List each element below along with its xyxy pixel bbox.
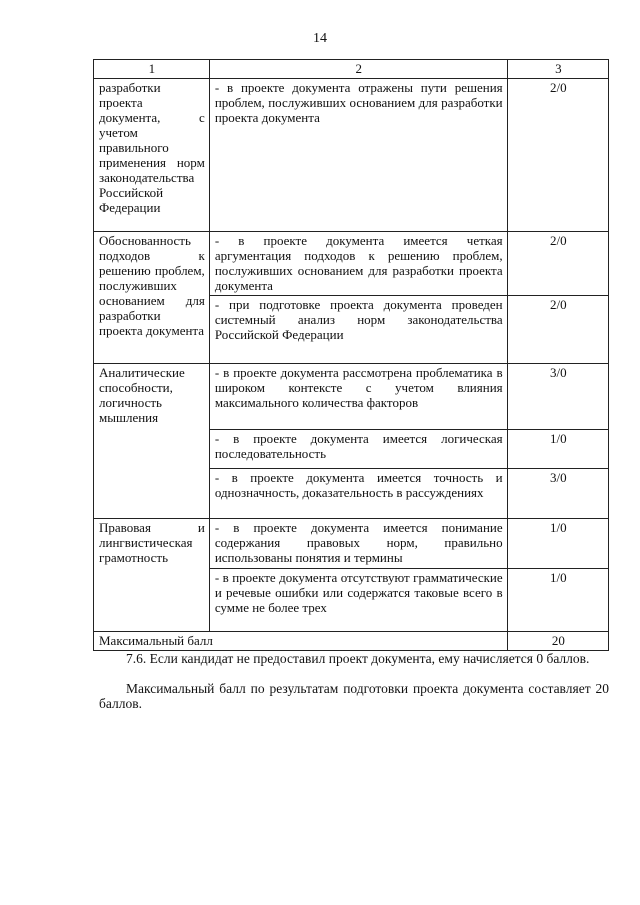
criterion-cell: Аналитические способности, логичность мышления [94,364,210,519]
criterion-cell: разработки проекта документа, с учетом правильного применения норм законодательства Российской Федерации [94,79,210,232]
total-row [94,632,609,651]
indicator-cell: - в проекте документа отражены пути решения проблем, послуживших основанием для разработки проекта документа [209,79,507,232]
score-cell: 1/0 [507,430,608,469]
table-row [94,519,609,569]
score-cell: 3/0 [507,364,608,430]
indicator-cell: - в проекте документа имеется четкая аргументация подходов к решению проблем, послуживших основанием для разработки проекта документа [209,232,507,296]
table-row [94,232,609,296]
table-row [94,79,609,232]
column-header: 2 [209,60,507,79]
note-paragraph: 7.6. Если кандидат не предоставил проект документа, ему начисляется 0 баллов. [126,650,590,666]
criterion-cell: Обоснованность подходов к решению проблем, послуживших основанием для разработки проекта документа [94,232,210,364]
score-cell: 2/0 [507,296,608,364]
total-label: Максимальный балл [94,632,508,651]
note-paragraph: Максимальный балл по результатам подготовки проекта документа составляет 20 баллов. [99,680,609,711]
column-header: 1 [94,60,210,79]
table-row [94,364,609,430]
indicator-cell: - в проекте документа имеется логическая последовательность [209,430,507,469]
indicator-cell: - при подготовке проекта документа проведен системный анализ норм законодательства Российской Федерации [209,296,507,364]
indicator-cell: - в проекте документа отсутствуют грамматические и речевые ошибки или содержатся таковые всего в сумме не более трех [209,569,507,632]
total-value: 20 [507,632,608,651]
indicator-cell: - в проекте документа имеется понимание содержания правовых норм, правильно использованы понятия и термины [209,519,507,569]
page-number: 14 [313,31,327,46]
criterion-cell: Правовая и лингвистическая грамотность [94,519,210,632]
table-header-row [94,60,609,79]
column-header: 3 [507,60,608,79]
score-cell: 2/0 [507,232,608,296]
score-cell: 1/0 [507,569,608,632]
evaluation-table [93,59,609,651]
score-cell: 1/0 [507,519,608,569]
indicator-cell: - в проекте документа рассмотрена проблематика в широком контексте с учетом влияния максимального количества факторов [209,364,507,430]
indicator-cell: - в проекте документа имеется точность и однозначность, доказательность в рассуждениях [209,469,507,519]
score-cell: 3/0 [507,469,608,519]
score-cell: 2/0 [507,79,608,232]
